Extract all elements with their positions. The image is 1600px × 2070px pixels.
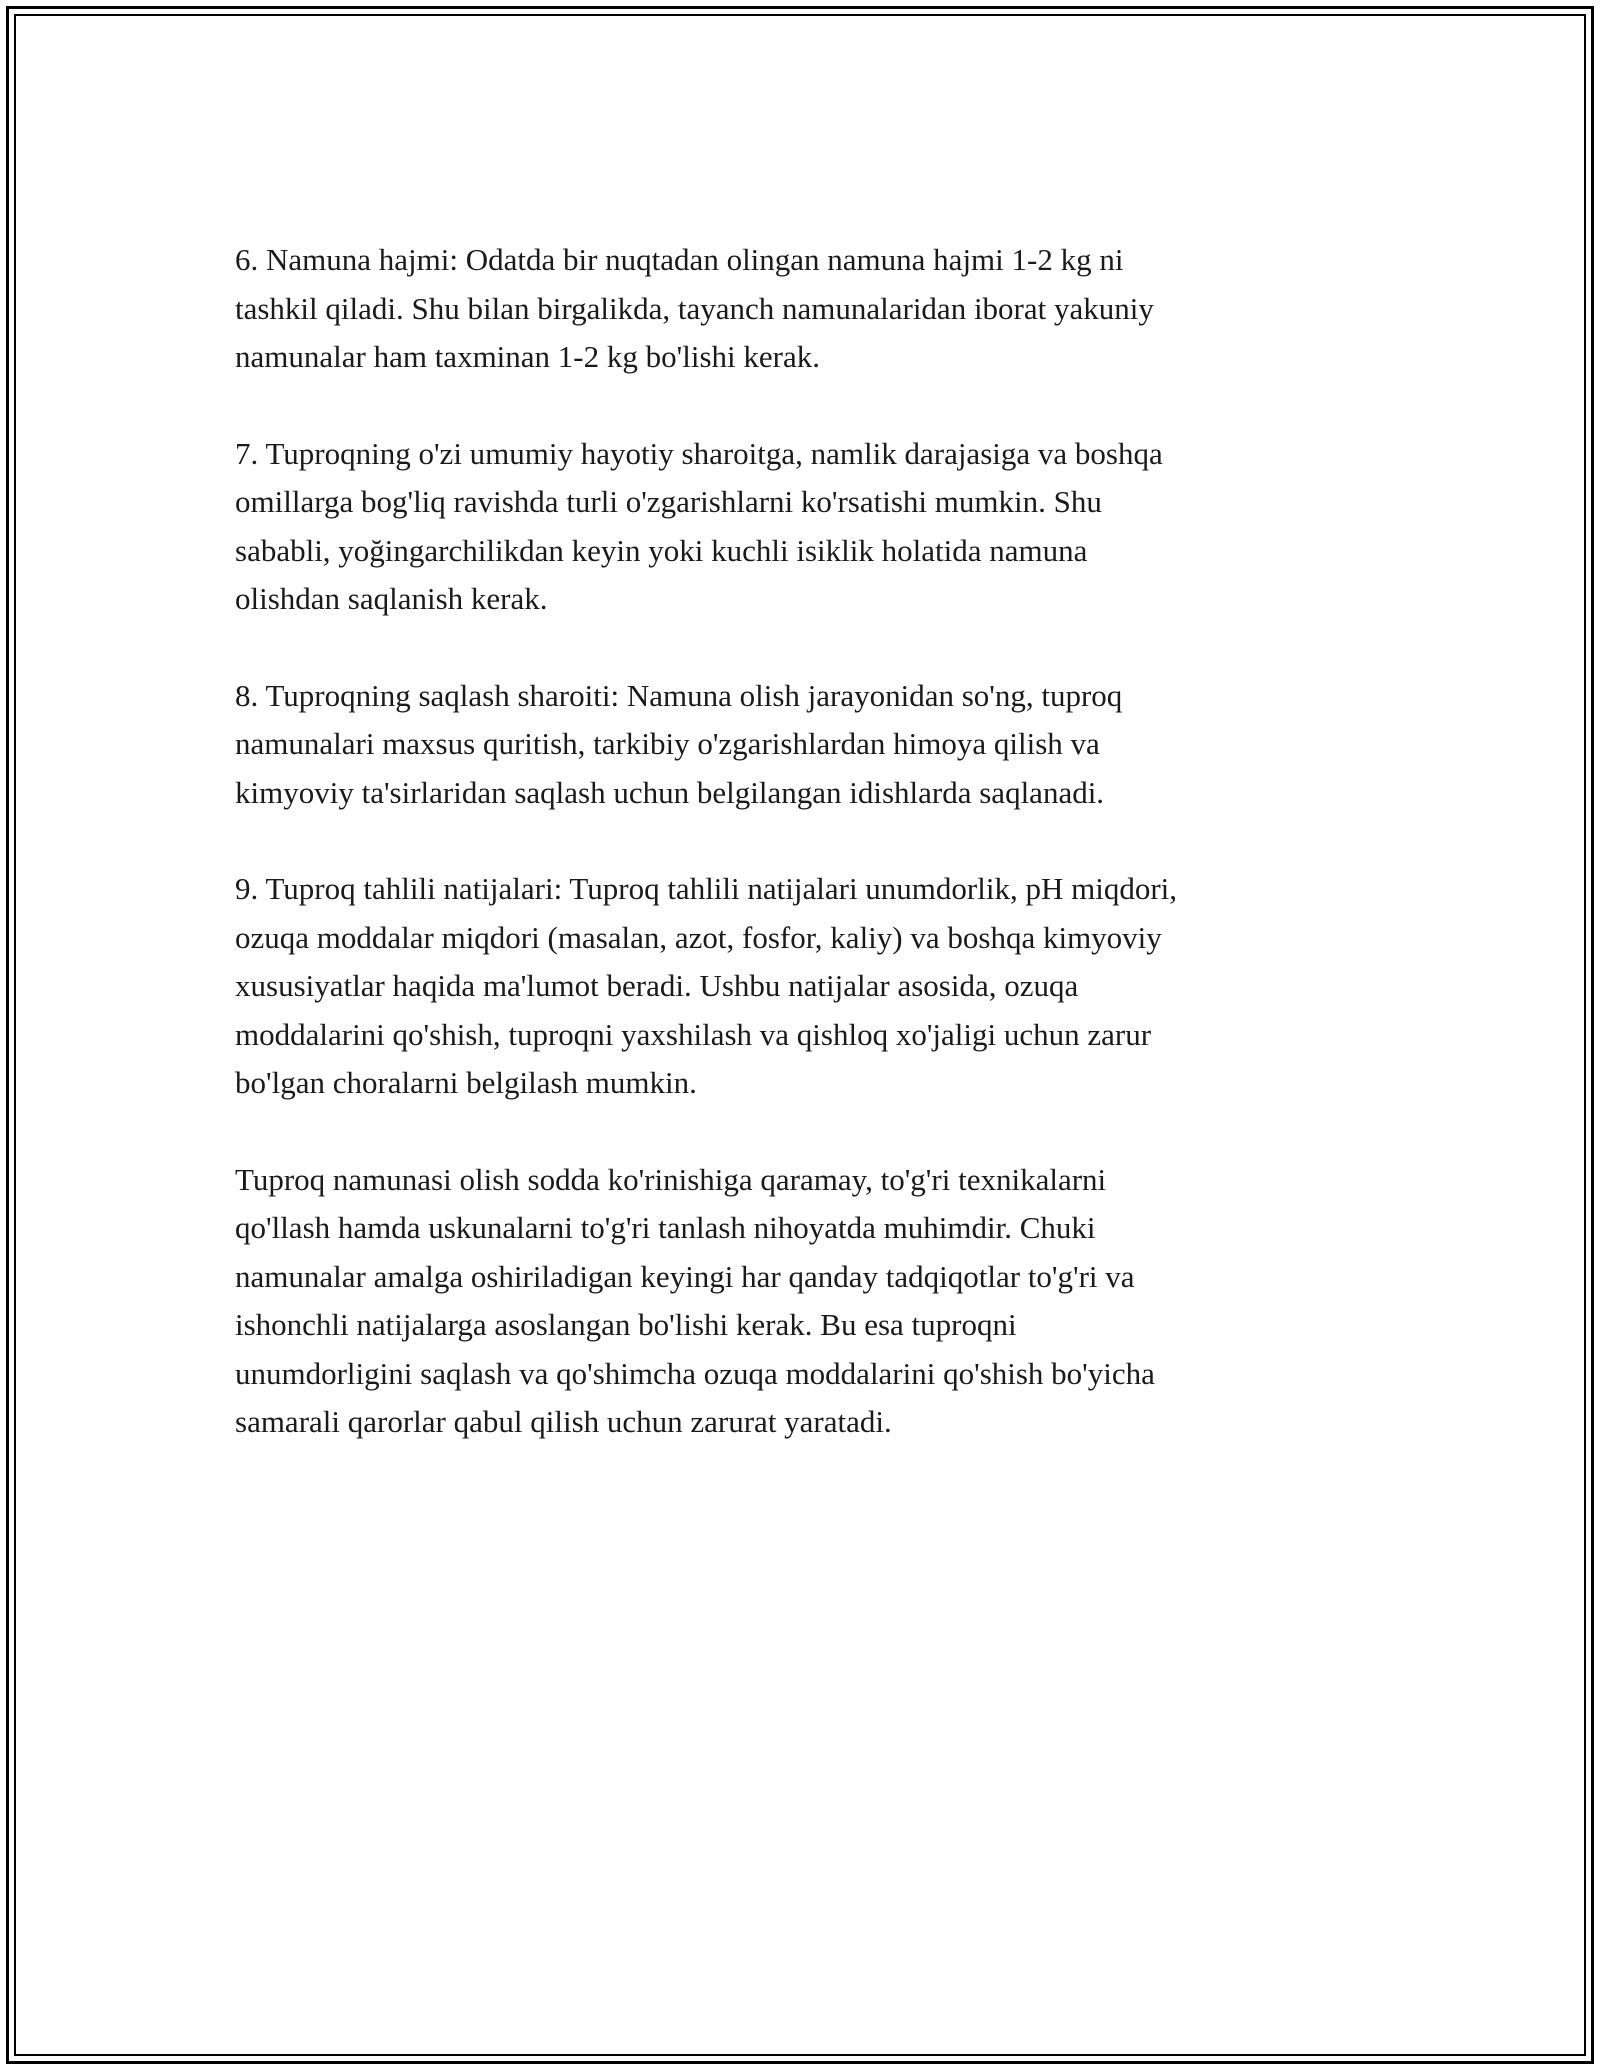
paragraph-soil-conditions: 7. Tuproqning o'zi umumiy hayotiy sharoitga, namlik darajasiga va boshqa omillarga bog'liq ravishda turli o'zgarishlarni ko'rsatishi mumkin. Shu sababli, yoğingarchilikdan keyin yoki kuchli isiklik holatida namuna olishdan saqlanish kerak.	[235, 435, 1163, 616]
paragraph-conclusion: Tuproq namunasi olish sodda ko'rinishiga qaramay, to'g'ri texnikalarni qo'llash hamda uskunalarni to'g'ri tanlash nihoyatda muhimdir. Chuki namunalar amalga oshiriladigan keyingi har qanday tadqiqotlar to'g'ri va ishonchli natijalarga asoslangan bo'lishi kerak. Bu esa tuproqni unumdorligini saqlash va qo'shimcha ozuqa moddalarini qo'shish bo'yicha samarali qarorlar qabul qilish uchun zarurat yaratadi.	[235, 1161, 1155, 1439]
paragraph-analysis-results: 9. Tuproq tahlili natijalari: Tuproq tahlili natijalari unumdorlik, pH miqdori, ozuqa moddalar miqdori (masalan, azot, fosfor, kaliy) va boshqa kimyoviy xususiyatlar haqida ma'lumot beradi. Ushbu natijalar asosida, ozuqa moddalarini qo'shish, tuproqni yaxshilash va qishloq xo'jaligi uchun zarur bo'lgan choralarni belgilash mumkin.	[235, 871, 1178, 1100]
paragraph-sample-size: 6. Namuna hajmi: Odatda bir nuqtadan olingan namuna hajmi 1-2 kg ni tashkil qiladi. Shu bilan birgalikda, tayanch namunalaridan iborat yakuniy namunalar ham taxminan 1-2 kg bo'lishi kerak.	[235, 242, 1154, 374]
document-body	[235, 236, 1365, 1495]
paragraph-storage-conditions: 8. Tuproqning saqlash sharoiti: Namuna olish jarayonidan so'ng, tuproq namunalari maxsus quritish, tarkibiy o'zgarishlardan himoya qilish va kimyoviy ta'sirlaridan saqlash uchun belgilangan idishlarda saqlanadi.	[235, 677, 1123, 810]
